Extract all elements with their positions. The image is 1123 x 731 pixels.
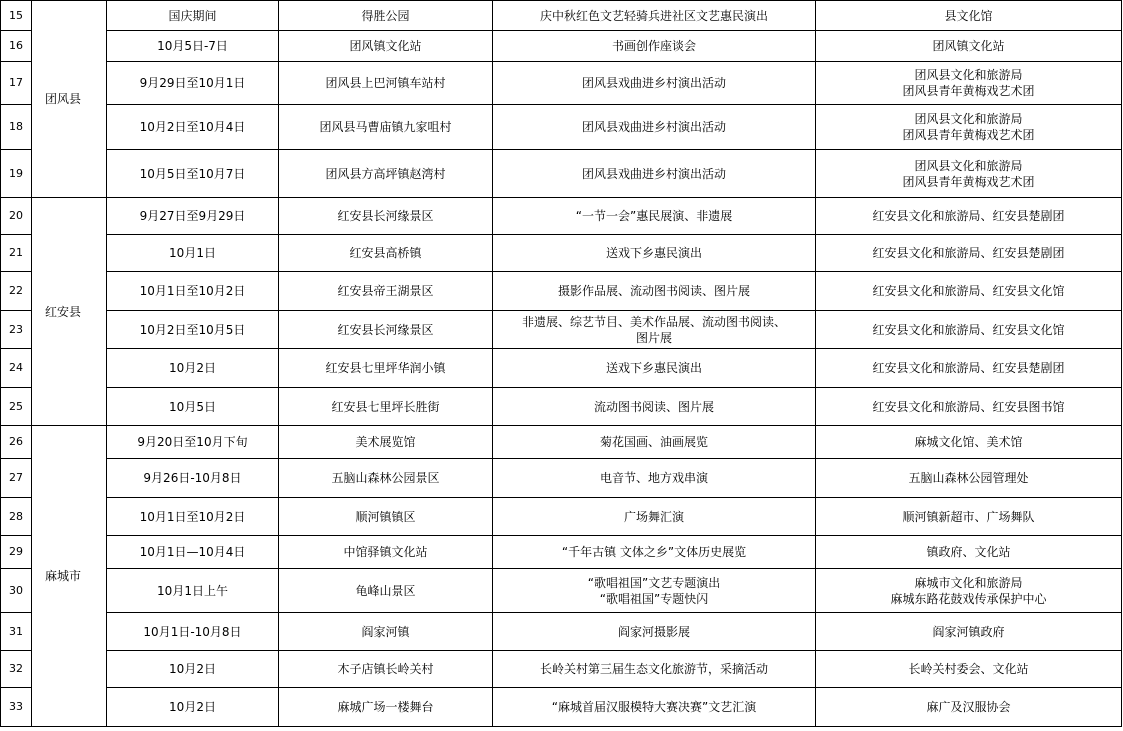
table-row <box>1 426 1122 459</box>
venue-cell: 团风县上巴河镇车站村 <box>279 62 493 105</box>
organizer-line-1: 团风县文化和旅游局 <box>914 68 1023 82</box>
event-cell: 送戏下乡惠民演出 <box>493 235 816 272</box>
event-cell: “麻城首届汉服模特大赛决赛”文艺汇演 <box>493 688 816 727</box>
event-cell: 团风县戏曲进乡村演出活动 <box>493 105 816 150</box>
date-cell: 10月5日-7日 <box>107 31 279 62</box>
date-cell: 9月26日-10月8日 <box>107 459 279 498</box>
venue-cell: 美术展览馆 <box>279 426 493 459</box>
row-number: 21 <box>1 235 32 272</box>
venue-cell: 红安县长河缘景区 <box>279 198 493 235</box>
event-cell <box>493 569 816 613</box>
organizer-cell: 红安县文化和旅游局、红安县楚剧团 <box>816 349 1122 388</box>
row-number: 18 <box>1 105 32 150</box>
date-cell: 10月5日 <box>107 388 279 426</box>
row-number: 24 <box>1 349 32 388</box>
row-number: 23 <box>1 311 32 349</box>
organizer-line-2: 麻城东路花鼓戏传承保护中心 <box>890 591 1047 606</box>
organizer-cell: 红安县文化和旅游局、红安县文化馆 <box>816 311 1122 349</box>
table-row <box>1 198 1122 235</box>
table-row <box>1 105 1122 150</box>
venue-cell: 木子店镇长岭关村 <box>279 651 493 688</box>
organizer-line-1: 团风县文化和旅游局 <box>914 158 1023 173</box>
event-cell: 送戏下乡惠民演出 <box>493 349 816 388</box>
row-number: 32 <box>1 651 32 688</box>
date-cell: 10月1日—10月4日 <box>107 536 279 569</box>
event-cell: “千年古镇 文体之乡”文体历史展览 <box>493 536 816 569</box>
organizer-cell: 麻广及汉服协会 <box>816 688 1122 727</box>
venue-cell: 红安县帝王湖景区 <box>279 272 493 311</box>
region-cell: 团风县 <box>32 1 107 198</box>
event-cell: 电音节、地方戏串演 <box>493 459 816 498</box>
organizer-cell: 红安县文化和旅游局、红安县文化馆 <box>816 272 1122 311</box>
organizer-line-2: 团风县青年黄梅戏艺术团 <box>902 84 1035 98</box>
table-row <box>1 688 1122 727</box>
event-line-1: “歌唱祖国”文艺专题演出 <box>587 575 721 590</box>
event-cell: 团风县戏曲进乡村演出活动 <box>493 150 816 198</box>
date-cell: 10月1日至10月2日 <box>107 498 279 536</box>
organizer-cell: 五脑山森林公园管理处 <box>816 459 1122 498</box>
organizer-line-2: 团风县青年黄梅戏艺术团 <box>902 128 1035 142</box>
organizer-cell: 阎家河镇政府 <box>816 613 1122 651</box>
venue-cell: 红安县七里坪长胜街 <box>279 388 493 426</box>
event-cell: “一节一会”惠民展演、非遗展 <box>493 198 816 235</box>
row-number: 20 <box>1 198 32 235</box>
event-cell: 长岭关村第三届生态文化旅游节，采摘活动 <box>493 651 816 688</box>
organizer-line-1: 团风县文化和旅游局 <box>914 112 1023 126</box>
row-number: 27 <box>1 459 32 498</box>
organizer-cell: 顺河镇新超市、广场舞队 <box>816 498 1122 536</box>
row-number: 16 <box>1 31 32 62</box>
region-cell: 麻城市 <box>32 426 107 727</box>
event-cell: 阎家河摄影展 <box>493 613 816 651</box>
venue-cell: 顺河镇镇区 <box>279 498 493 536</box>
venue-cell: 红安县七里坪华润小镇 <box>279 349 493 388</box>
table-row <box>1 272 1122 311</box>
event-cell: 团风县戏曲进乡村演出活动 <box>493 62 816 105</box>
organizer-line-1: 麻城市文化和旅游局 <box>914 575 1023 590</box>
organizer-cell <box>816 569 1122 613</box>
organizer-cell <box>816 150 1122 198</box>
venue-cell: 中馆驿镇文化站 <box>279 536 493 569</box>
organizer-cell: 县文化馆 <box>816 1 1122 31</box>
table-row <box>1 498 1122 536</box>
organizer-cell: 长岭关村委会、文化站 <box>816 651 1122 688</box>
organizer-cell: 红安县文化和旅游局、红安县图书馆 <box>816 388 1122 426</box>
row-number: 31 <box>1 613 32 651</box>
event-cell: 庆中秋红色文艺轻骑兵进社区文艺惠民演出 <box>493 1 816 31</box>
date-cell: 10月2日 <box>107 688 279 727</box>
table-row <box>1 569 1122 613</box>
row-number: 19 <box>1 150 32 198</box>
event-line-1: 非遗展、综艺节目、美术作品展、流动图书阅读、 <box>521 314 786 329</box>
organizer-cell: 红安县文化和旅游局、红安县楚剧团 <box>816 235 1122 272</box>
table-row <box>1 62 1122 105</box>
event-cell: 菊花国画、油画展览 <box>493 426 816 459</box>
date-cell: 国庆期间 <box>107 1 279 31</box>
row-number: 25 <box>1 388 32 426</box>
row-number: 17 <box>1 62 32 105</box>
date-cell: 9月29日至10月1日 <box>107 62 279 105</box>
organizer-cell: 红安县文化和旅游局、红安县楚剧团 <box>816 198 1122 235</box>
table-row <box>1 311 1122 349</box>
row-number: 22 <box>1 272 32 311</box>
event-line-2: 图片展 <box>635 330 672 345</box>
venue-cell: 得胜公园 <box>279 1 493 31</box>
table-row <box>1 235 1122 272</box>
row-number: 15 <box>1 1 32 31</box>
organizer-cell: 团风镇文化站 <box>816 31 1122 62</box>
date-cell: 9月27日至9月29日 <box>107 198 279 235</box>
table-row <box>1 388 1122 426</box>
row-number: 28 <box>1 498 32 536</box>
event-cell: 流动图书阅读、图片展 <box>493 388 816 426</box>
organizer-cell <box>816 62 1122 105</box>
date-cell: 10月1日上午 <box>107 569 279 613</box>
venue-cell: 团风县方高坪镇赵湾村 <box>279 150 493 198</box>
table-row <box>1 150 1122 198</box>
organizer-line-2: 团风县青年黄梅戏艺术团 <box>902 174 1035 189</box>
table-row <box>1 536 1122 569</box>
date-cell: 10月1日 <box>107 235 279 272</box>
row-number: 26 <box>1 426 32 459</box>
date-cell: 10月2日至10月5日 <box>107 311 279 349</box>
date-cell: 10月2日 <box>107 651 279 688</box>
table-row <box>1 613 1122 651</box>
date-cell: 10月5日至10月7日 <box>107 150 279 198</box>
venue-cell: 麻城广场一楼舞台 <box>279 688 493 727</box>
event-cell: 摄影作品展、流动图书阅读、图片展 <box>493 272 816 311</box>
event-line-2: “歌唱祖国”专题快闪 <box>599 591 709 606</box>
row-number: 33 <box>1 688 32 727</box>
table-row <box>1 349 1122 388</box>
date-cell: 10月1日-10月8日 <box>107 613 279 651</box>
event-cell: 广场舞汇演 <box>493 498 816 536</box>
venue-cell: 阎家河镇 <box>279 613 493 651</box>
organizer-cell: 镇政府、文化站 <box>816 536 1122 569</box>
row-number: 29 <box>1 536 32 569</box>
venue-cell: 团风县马曹庙镇九家咀村 <box>279 105 493 150</box>
table-row <box>1 651 1122 688</box>
event-cell: 书画创作座谈会 <box>493 31 816 62</box>
organizer-cell: 麻城文化馆、美术馆 <box>816 426 1122 459</box>
date-cell: 10月2日 <box>107 349 279 388</box>
organizer-cell <box>816 105 1122 150</box>
date-cell: 10月1日至10月2日 <box>107 272 279 311</box>
row-number: 30 <box>1 569 32 613</box>
venue-cell: 五脑山森林公园景区 <box>279 459 493 498</box>
table-row <box>1 31 1122 62</box>
venue-cell: 红安县长河缘景区 <box>279 311 493 349</box>
venue-cell: 红安县高桥镇 <box>279 235 493 272</box>
date-cell: 9月20日至10月下旬 <box>107 426 279 459</box>
venue-cell: 团风镇文化站 <box>279 31 493 62</box>
table-row <box>1 1 1122 31</box>
date-cell: 10月2日至10月4日 <box>107 105 279 150</box>
region-cell: 红安县 <box>32 198 107 426</box>
venue-cell: 龟峰山景区 <box>279 569 493 613</box>
table-row <box>1 459 1122 498</box>
event-cell <box>493 311 816 349</box>
